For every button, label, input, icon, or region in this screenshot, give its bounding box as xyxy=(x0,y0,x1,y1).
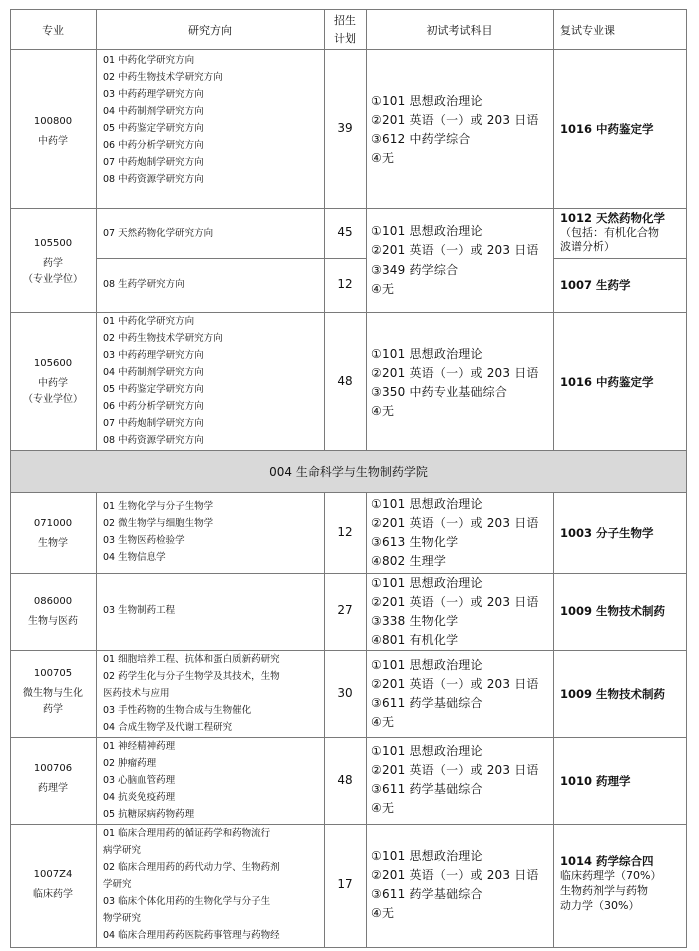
retest-note: （包括：有机化合物 xyxy=(560,226,659,239)
major-name: 生物学 xyxy=(38,538,68,549)
major-name: 微生物与生化 xyxy=(23,688,83,699)
major-code: 100705 xyxy=(33,668,73,679)
header-direction: 研究方向 xyxy=(188,24,232,37)
quota-value: 12 xyxy=(337,277,353,291)
major-name: 药理学 xyxy=(38,783,68,794)
direction-item: 03 生物医药检验学 xyxy=(103,535,185,546)
retest-note: 生物药剂学与药物 xyxy=(560,884,648,897)
exam-subject: ①101 思想政治理论 xyxy=(371,224,483,238)
header-quota-1: 招生 xyxy=(334,14,356,27)
direction-item: 病学研究 xyxy=(103,845,142,856)
direction-item: 03 中药药理学研究方向 xyxy=(103,350,204,361)
exam-subject: ①101 思想政治理论 xyxy=(371,744,483,758)
direction-item: 02 中药生物技术学研究方向 xyxy=(103,72,223,83)
retest-course: 1010 药理学 xyxy=(560,774,631,788)
exam-subject: ④无 xyxy=(371,404,395,418)
direction-item: 07 中药炮制学研究方向 xyxy=(103,418,204,429)
direction-item: 01 生物化学与分子生物学 xyxy=(103,501,214,512)
major-name: 药学 xyxy=(43,704,63,715)
direction-item: 01 临床合理用药的循证药学和药物流行 xyxy=(103,828,271,839)
section-title: 004 生命科学与生物制药学院 xyxy=(269,465,428,479)
direction-item: 04 中药制剂学研究方向 xyxy=(103,106,204,117)
quota-value: 45 xyxy=(337,225,353,239)
major-name: 中药学 xyxy=(38,136,68,147)
exam-subject: ④802 生理学 xyxy=(371,554,447,568)
direction-item: 02 中药生物技术学研究方向 xyxy=(103,333,223,344)
header-retest: 复试专业课 xyxy=(560,24,615,37)
quota-value: 39 xyxy=(337,121,353,135)
exam-subject: ②201 英语（一）或 203 日语 xyxy=(371,595,539,609)
major-name: 临床药学 xyxy=(33,889,73,900)
exam-subject: ③613 生物化学 xyxy=(371,535,459,549)
exam-subject: ②201 英语（一）或 203 日语 xyxy=(371,677,539,691)
direction-item: 04 中药制剂学研究方向 xyxy=(103,367,204,378)
exam-subject: ④无 xyxy=(371,282,395,296)
exam-subject: ④无 xyxy=(371,715,395,729)
direction-item: 04 临床合理用药药医院药事管理与药物经 xyxy=(103,930,280,941)
major-code: 105500 xyxy=(33,238,73,249)
retest-course: 1007 生药学 xyxy=(560,278,631,292)
retest-course: 1003 分子生物学 xyxy=(560,526,654,540)
direction-item: 03 手性药物的生物合成与生物催化 xyxy=(103,705,252,716)
exam-subject: ④801 有机化学 xyxy=(371,633,459,647)
major-name: 中药学 xyxy=(38,378,68,389)
direction-item: 07 天然药物化学研究方向 xyxy=(103,228,214,239)
exam-subject: ②201 英语（一）或 203 日语 xyxy=(371,868,539,882)
exam-subject: ④无 xyxy=(371,906,395,920)
major-code: 071000 xyxy=(33,518,73,529)
direction-item: 物学研究 xyxy=(103,913,142,924)
direction-item: 医药技术与应用 xyxy=(103,688,170,699)
direction-item: 03 生物制药工程 xyxy=(103,605,176,616)
direction-item: 04 生物信息学 xyxy=(103,552,166,563)
quota-value: 48 xyxy=(337,773,353,787)
header-major: 专业 xyxy=(42,24,64,37)
retest-course: 1016 中药鉴定学 xyxy=(560,122,654,136)
major-name-note: （专业学位） xyxy=(23,274,83,285)
quota-value: 17 xyxy=(337,877,353,891)
direction-item: 01 中药化学研究方向 xyxy=(103,316,195,327)
direction-item: 04 抗炎免疫药理 xyxy=(103,792,176,803)
exam-subject: ②201 英语（一）或 203 日语 xyxy=(371,113,539,127)
exam-subject: ④无 xyxy=(371,801,395,815)
exam-subject: ②201 英语（一）或 203 日语 xyxy=(371,516,539,530)
exam-subject: ③349 药学综合 xyxy=(371,263,459,277)
retest-note: 动力学（30%） xyxy=(560,899,640,912)
direction-item: 02 药学生化与分子生物学及其技术，生物 xyxy=(103,671,280,682)
exam-subject: ②201 英语（一）或 203 日语 xyxy=(371,243,539,257)
exam-subject: ①101 思想政治理论 xyxy=(371,94,483,108)
exam-subject: ②201 英语（一）或 203 日语 xyxy=(371,366,539,380)
direction-item: 03 心脑血管药理 xyxy=(103,775,176,786)
exam-subject: ④无 xyxy=(371,151,395,165)
direction-item: 学研究 xyxy=(103,879,132,890)
exam-subject: ①101 思想政治理论 xyxy=(371,347,483,361)
direction-item: 04 合成生物学及代谢工程研究 xyxy=(103,722,233,733)
quota-value: 48 xyxy=(337,374,353,388)
direction-item: 03 中药药理学研究方向 xyxy=(103,89,204,100)
major-name: 生物与医药 xyxy=(28,616,78,627)
exam-subject: ③350 中药专业基础综合 xyxy=(371,385,508,399)
major-code: 100800 xyxy=(33,116,73,127)
major-code: 105600 xyxy=(33,358,73,369)
retest-course: 1012 天然药物化学 xyxy=(560,211,666,225)
major-code: 086000 xyxy=(33,596,73,607)
direction-item: 05 中药鉴定学研究方向 xyxy=(103,123,204,134)
major-code: 100706 xyxy=(33,763,73,774)
major-name-note: （专业学位） xyxy=(23,394,83,405)
direction-item: 08 中药资源学研究方向 xyxy=(103,174,204,185)
exam-subject: ①101 思想政治理论 xyxy=(371,658,483,672)
quota-value: 12 xyxy=(337,525,353,539)
exam-subject: ③338 生物化学 xyxy=(371,614,459,628)
exam-subject: ①101 思想政治理论 xyxy=(371,849,483,863)
direction-item: 08 生药学研究方向 xyxy=(103,279,185,290)
direction-item: 02 临床合理用药的药代动力学、生物药剂 xyxy=(103,862,280,873)
exam-subject: ③611 药学基础综合 xyxy=(371,782,483,796)
retest-note: 波谱分析） xyxy=(560,240,615,253)
major-code: 1007Z4 xyxy=(33,869,73,880)
direction-item: 01 中药化学研究方向 xyxy=(103,55,195,66)
exam-subject: ①101 思想政治理论 xyxy=(371,576,483,590)
exam-subject: ②201 英语（一）或 203 日语 xyxy=(371,763,539,777)
direction-item: 08 中药资源学研究方向 xyxy=(103,435,204,446)
retest-course: 1009 生物技术制药 xyxy=(560,687,666,701)
header-exam: 初试考试科目 xyxy=(426,24,493,37)
retest-course: 1016 中药鉴定学 xyxy=(560,375,654,389)
retest-course: 1009 生物技术制药 xyxy=(560,604,666,618)
exam-subject: ③612 中药学综合 xyxy=(371,132,471,146)
direction-item: 06 中药分析学研究方向 xyxy=(103,140,204,151)
direction-item: 01 神经精神药理 xyxy=(103,741,176,752)
quota-value: 30 xyxy=(337,686,353,700)
quota-value: 27 xyxy=(337,603,353,617)
retest-note: 临床药理学（70%） xyxy=(560,869,662,882)
direction-item: 05 抗糖尿病药物药理 xyxy=(103,809,195,820)
exam-subject: ①101 思想政治理论 xyxy=(371,497,483,511)
direction-item: 01 细胞培养工程、抗体和蛋白质新药研究 xyxy=(103,654,280,665)
direction-item: 03 临床个体化用药的生物化学与分子生 xyxy=(103,896,271,907)
direction-item: 07 中药炮制学研究方向 xyxy=(103,157,204,168)
exam-subject: ③611 药学基础综合 xyxy=(371,887,483,901)
header-quota-2: 计划 xyxy=(334,32,356,45)
exam-subject: ③611 药学基础综合 xyxy=(371,696,483,710)
direction-item: 02 微生物学与细胞生物学 xyxy=(103,518,214,529)
direction-item: 02 肿瘤药理 xyxy=(103,758,157,769)
major-name: 药学 xyxy=(43,258,63,269)
retest-course: 1014 药学综合四 xyxy=(560,854,654,868)
direction-item: 05 中药鉴定学研究方向 xyxy=(103,384,204,395)
direction-item: 06 中药分析学研究方向 xyxy=(103,401,204,412)
